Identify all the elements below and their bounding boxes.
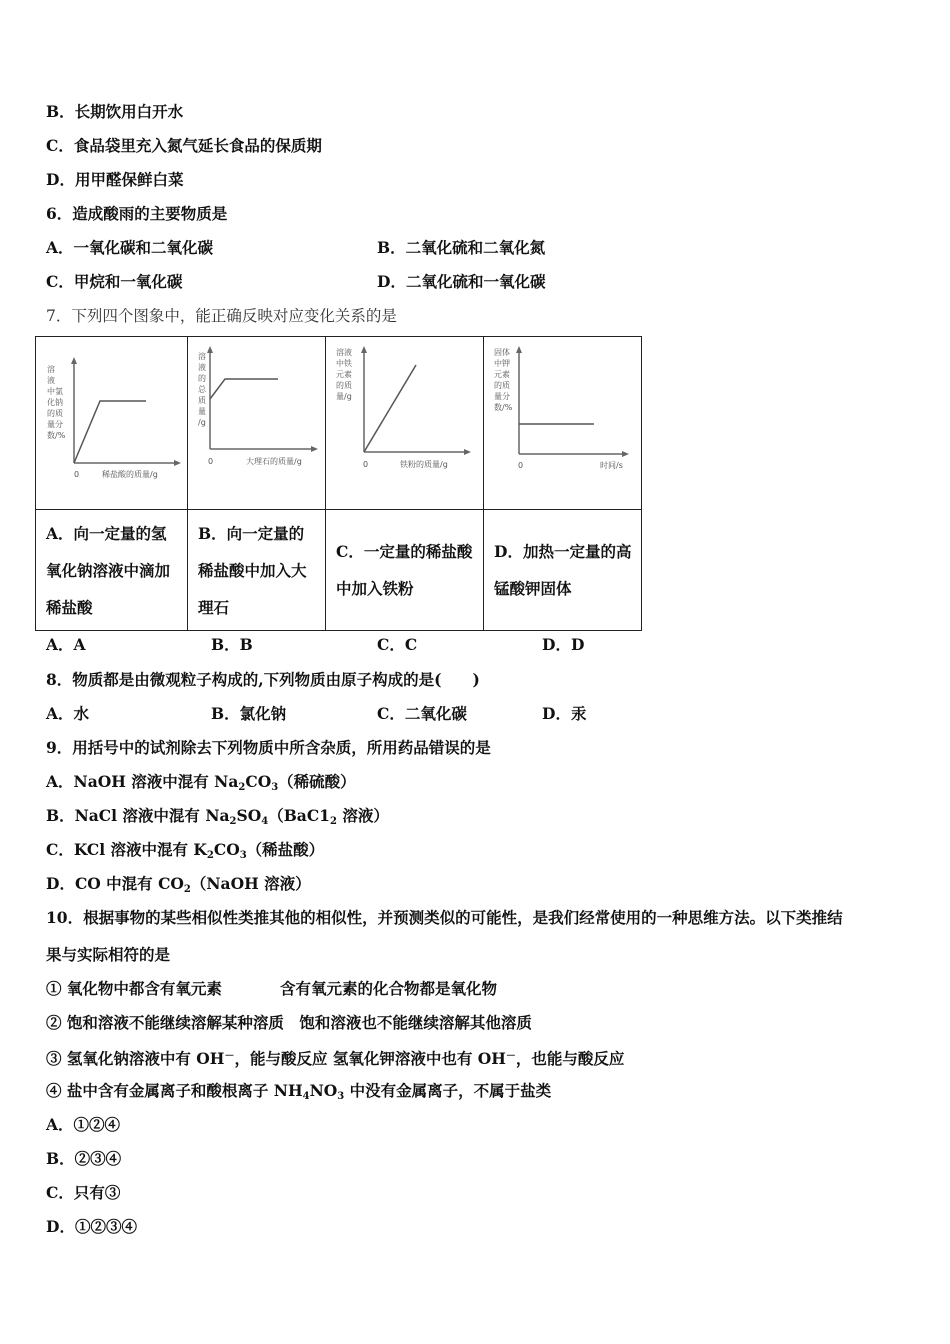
q9-option-b bbox=[46, 806, 389, 832]
origin-label: 0 bbox=[363, 460, 369, 469]
q7-stem: 7．下列四个图象中，能正确反映对应变化关系的是 bbox=[46, 307, 397, 325]
ylabel-line: 中钾 bbox=[494, 359, 510, 368]
graph-c bbox=[326, 337, 483, 509]
text: ，也能与酸反应 bbox=[515, 1049, 625, 1068]
text: ③ 氢氧化钠溶液中有 OH bbox=[46, 1049, 225, 1068]
text: ，能与酸反应 氢氧化钾溶液中也有 OH bbox=[234, 1049, 506, 1068]
ylabel-line: 溶 bbox=[47, 365, 55, 374]
text: A．NaOH 溶液中混有 Na bbox=[46, 772, 239, 791]
y-axis-arrow bbox=[516, 346, 522, 353]
ylabel-line: 液 bbox=[198, 363, 206, 372]
text: NO bbox=[309, 1081, 338, 1100]
text: B．NaCl 溶液中混有 Na bbox=[46, 806, 230, 825]
q8-option-c: C．二氧化碳 bbox=[377, 704, 467, 723]
q6-stem: 6．造成酸雨的主要物质是 bbox=[46, 204, 228, 223]
ylabel-line: 固体 bbox=[494, 348, 510, 357]
q7-option-d: D．D bbox=[542, 635, 585, 654]
ylabel-line: 化钠 bbox=[47, 398, 63, 407]
q7-option-b: B．B bbox=[211, 635, 253, 654]
subscript: 4 bbox=[261, 816, 269, 827]
text: CO bbox=[245, 772, 272, 791]
ylabel-line: 元素 bbox=[336, 370, 352, 379]
text: 溶液） bbox=[336, 806, 389, 825]
graph-b-ylabel bbox=[198, 351, 207, 427]
xlabel: 时间/s bbox=[600, 461, 623, 470]
ylabel-line: 量 bbox=[198, 407, 206, 416]
q8-option-a: A．水 bbox=[46, 704, 90, 723]
q6-option-b: B．二氧化硫和二氧化氮 bbox=[377, 238, 546, 257]
subscript: 3 bbox=[271, 782, 279, 793]
x-axis-arrow bbox=[464, 449, 471, 455]
q10-stem-line1: 10．根据事物的某些相似性类推其他的相似性，并预测类似的可能性，是我们经常使用的一种思维方法。以下类推结 bbox=[46, 908, 843, 927]
x-axis-arrow bbox=[311, 446, 318, 452]
statement-1a: ① 氧化物中都含有氧元素 bbox=[46, 979, 222, 998]
text: CO bbox=[213, 840, 240, 859]
x-axis-arrow bbox=[174, 460, 181, 466]
text: ④ 盐中含有金属离子和酸根离子 NH bbox=[46, 1081, 303, 1100]
x-axis-arrow bbox=[622, 451, 629, 457]
ylabel-line: 的质 bbox=[336, 381, 352, 390]
ylabel-line: 量/g bbox=[336, 392, 352, 401]
q9-stem: 9．用括号中的试剂除去下列物质中所含杂质，所用药品错误的是 bbox=[46, 738, 491, 757]
text: （NaOH 溶液） bbox=[190, 874, 311, 893]
ylabel-line: 中氯 bbox=[47, 387, 63, 396]
graph-a-ylabel bbox=[47, 364, 66, 440]
caption-c bbox=[326, 510, 483, 630]
text: D．CO 中混有 CO bbox=[46, 874, 184, 893]
subscript: 3 bbox=[337, 1091, 345, 1102]
q8-option-b: B．氯化钠 bbox=[211, 704, 287, 723]
graph-b-curve bbox=[210, 379, 278, 399]
subscript: 2 bbox=[206, 850, 214, 861]
caption-a bbox=[36, 510, 187, 630]
q7-option-a: A．A bbox=[46, 635, 86, 654]
q10-statement-1 bbox=[46, 979, 498, 999]
graph-b bbox=[188, 337, 325, 509]
q7-graph-table bbox=[35, 336, 642, 631]
text: （稀盐酸） bbox=[246, 840, 325, 859]
graph-d-ylabel bbox=[494, 347, 513, 412]
q9-option-c bbox=[46, 840, 324, 866]
y-axis-arrow bbox=[71, 357, 77, 364]
ylabel-line: 的质 bbox=[494, 381, 510, 390]
ylabel-line: 的质 bbox=[47, 409, 63, 418]
q10-statement-2: ② 饱和溶液不能继续溶解某种溶质 饱和溶液也不能继续溶解其他溶质 bbox=[46, 1013, 532, 1032]
caption-d-text: D．加热一定量的高锰酸钾固体 bbox=[494, 542, 632, 598]
q10-stem-line2: 果与实际相符的是 bbox=[46, 945, 171, 964]
text: C．KCl 溶液中混有 K bbox=[46, 840, 207, 859]
graph-a-curve bbox=[74, 401, 146, 463]
ylabel-line: 量分 bbox=[494, 392, 510, 401]
xlabel: 铁粉的质量/g bbox=[400, 460, 448, 469]
text: （BaC1 bbox=[268, 806, 330, 825]
q5-option-c: C．食品袋里充入氮气延长食品的保质期 bbox=[46, 136, 322, 155]
text: （稀硫酸） bbox=[278, 772, 356, 791]
q5-option-d: D．用甲醛保鲜白菜 bbox=[46, 170, 184, 189]
q7-option-c: C．C bbox=[377, 635, 418, 654]
q6-option-d: D．二氧化硫和一氧化碳 bbox=[377, 272, 546, 291]
q10-option-a: A．①②④ bbox=[46, 1115, 121, 1134]
caption-b-text: B．向一定量的稀盐酸中加入大理石 bbox=[198, 523, 307, 617]
q10-statement-3 bbox=[46, 1047, 624, 1069]
subscript: 4 bbox=[302, 1091, 310, 1102]
q10-option-d: D．①②③④ bbox=[46, 1217, 137, 1236]
y-axis-arrow bbox=[361, 346, 367, 353]
text: 中没有金属离子，不属于盐类 bbox=[344, 1081, 552, 1100]
ylabel-line: 溶液 bbox=[336, 348, 352, 357]
origin-label: 0 bbox=[518, 461, 524, 470]
ylabel-line: 数/% bbox=[47, 431, 66, 440]
graph-a bbox=[36, 337, 187, 509]
q6-row1 bbox=[46, 238, 546, 258]
graph-c-curve bbox=[364, 365, 416, 452]
caption-d bbox=[484, 510, 641, 630]
q9-option-d bbox=[46, 874, 311, 900]
subscript: 2 bbox=[329, 816, 337, 827]
q10-statement-4 bbox=[46, 1081, 551, 1107]
graph-d bbox=[484, 337, 641, 509]
statement-1b: 含有氧元素的化合物都是氧化物 bbox=[280, 979, 498, 998]
subscript: 2 bbox=[238, 782, 246, 793]
xlabel: 稀盐酸的质量/g bbox=[102, 470, 158, 479]
subscript: 2 bbox=[229, 816, 237, 827]
q10-option-c: C．只有③ bbox=[46, 1183, 121, 1202]
ylabel-line: 液 bbox=[47, 376, 55, 385]
ylabel-line: 质 bbox=[198, 396, 206, 405]
y-axis-arrow bbox=[207, 346, 213, 353]
caption-c-text: C．一定量的稀盐酸中加入铁粉 bbox=[336, 542, 473, 598]
origin-label: 0 bbox=[208, 457, 214, 466]
ylabel-line: 中铁 bbox=[336, 359, 352, 368]
q8-option-d: D．汞 bbox=[542, 704, 587, 723]
superscript: － bbox=[505, 1051, 516, 1062]
q8-stem: 8．物质都是由微观粒子构成的,下列物质由原子构成的是( ) bbox=[46, 670, 480, 689]
graph-c-ylabel bbox=[336, 347, 352, 401]
ylabel-line: 溶 bbox=[198, 352, 206, 361]
origin-label: 0 bbox=[74, 470, 80, 479]
q9-option-a bbox=[46, 772, 356, 798]
subscript: 3 bbox=[239, 850, 247, 861]
q10-option-b: B．②③④ bbox=[46, 1149, 122, 1168]
caption-b bbox=[188, 510, 325, 630]
ylabel-line: 总 bbox=[198, 385, 206, 394]
ylabel-line: 量分 bbox=[47, 420, 63, 429]
q6-option-c: C．甲烷和一氧化碳 bbox=[46, 272, 183, 291]
ylabel-line: 数/% bbox=[494, 403, 513, 412]
text: SO bbox=[236, 806, 262, 825]
xlabel: 大理石的质量/g bbox=[246, 457, 302, 466]
q6-row2 bbox=[46, 272, 546, 292]
ylabel-line: 的 bbox=[198, 374, 206, 383]
subscript: 2 bbox=[183, 884, 191, 895]
superscript: － bbox=[224, 1051, 235, 1062]
ylabel-line: 元素 bbox=[494, 370, 510, 379]
ylabel-line: /g bbox=[198, 418, 206, 427]
q5-option-b: B．长期饮用白开水 bbox=[46, 102, 184, 121]
q6-option-a: A．一氧化碳和二氧化碳 bbox=[46, 238, 214, 257]
caption-a-text: A．向一定量的氢氧化钠溶液中滴加稀盐酸 bbox=[46, 523, 171, 617]
